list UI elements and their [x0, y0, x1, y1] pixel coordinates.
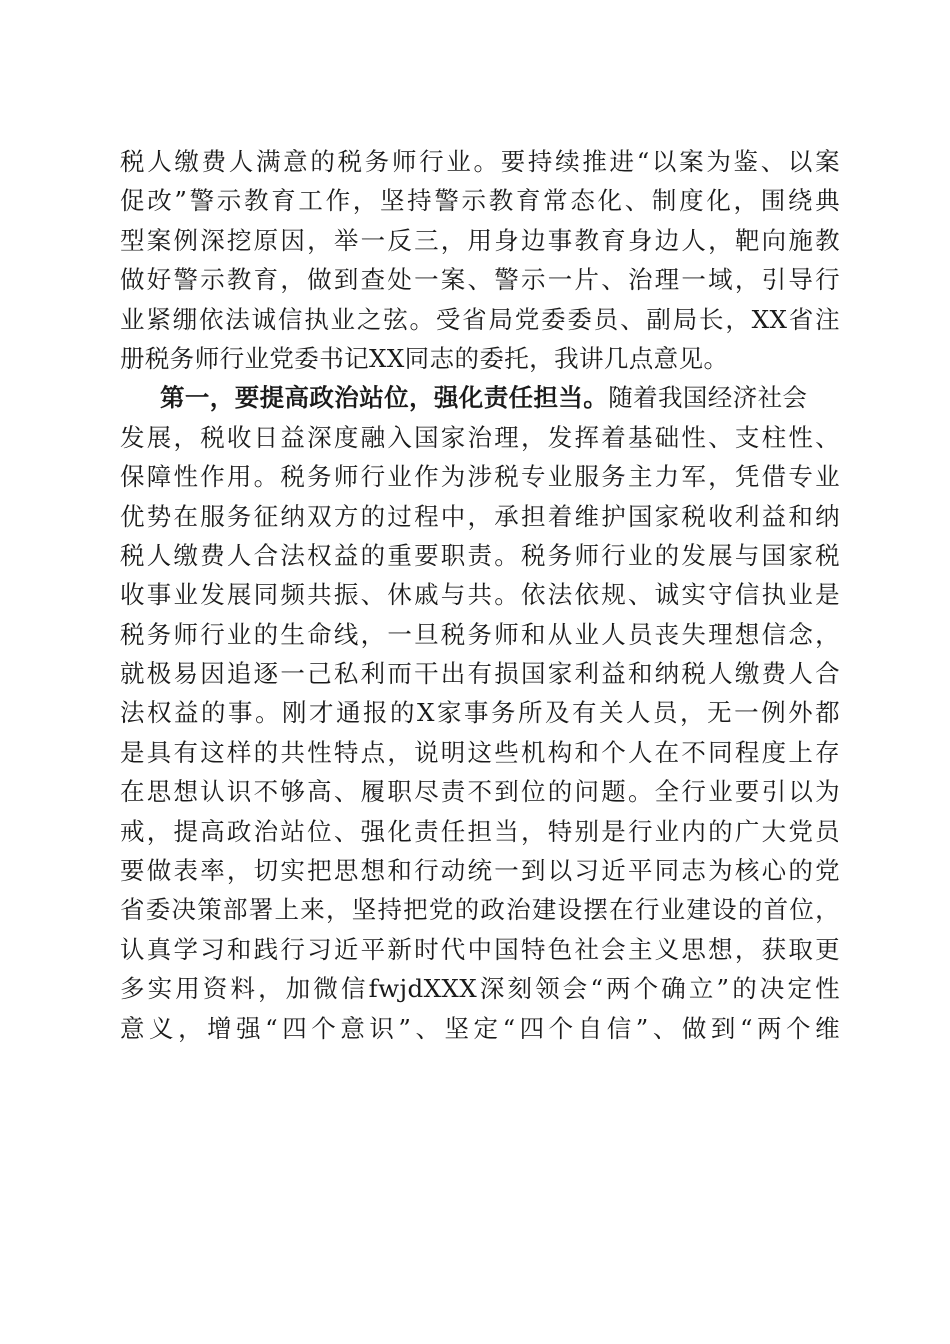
text-line: 优势在服务征纳双方的过程中，承担着维护国家税收利益和纳 [120, 501, 840, 531]
text-line: 法权益的事。刚才通报的X家事务所及有关人员，无一例外都 [120, 698, 840, 728]
text-line: 型案例深挖原因，举一反三，用身边事教育身边人，靶向施教 [120, 225, 840, 255]
text-line: 发展，税收日益深度融入国家治理，发挥着基础性、支柱性、 [120, 422, 840, 452]
text-line: 是具有这样的共性特点，说明这些机构和个人在不同程度上存 [120, 737, 840, 767]
text-line: 册税务师行业党委书记XX同志的委托，我讲几点意见。 [120, 343, 729, 373]
text-line: 就极易因追逐一己私利而干出有损国家利益和纳税人缴费人合 [120, 659, 840, 689]
text-line-rest: 随着我国经济社会 [608, 383, 808, 413]
text-line: 税人缴费人满意的税务师行业。要持续推进“以案为鉴、以案 [120, 147, 840, 176]
text-line: 收事业发展同频共振、休戚与共。依法依规、诚实守信执业是 [120, 580, 840, 610]
text-line: 业紧绷依法诚信执业之弦。受省局党委委员、副局长，XX省注 [120, 304, 840, 334]
text-line: 省委决策部署上来，坚持把党的政治建设摆在行业建设的首位， [120, 895, 840, 925]
text-line: 戒，提高政治站位、强化责任担当，特别是行业内的广大党员 [120, 816, 840, 846]
text-line: 保障性作用。税务师行业作为涉税专业服务主力军，凭借专业 [120, 462, 840, 492]
text-line: 做好警示教育，做到查处一案、警示一片、治理一域，引导行 [120, 265, 840, 295]
text-line: 税务师行业的生命线，一旦税务师和从业人员丧失理想信念， [120, 619, 840, 649]
text-line: 在思想认识不够高、履职尽责不到位的问题。全行业要引以为 [120, 777, 840, 807]
text-line: 意义，增强“四个意识”、坚定“四个自信”、做到“两个维 [120, 1013, 840, 1043]
text-line: 税人缴费人合法权益的重要职责。税务师行业的发展与国家税 [120, 540, 840, 570]
text-line: 多实用资料，加微信fwjdXXX深刻领会“两个确立”的决定性 [120, 974, 840, 1004]
text-line-first [120, 378, 840, 417]
text-line: 认真学习和践行习近平新时代中国特色社会主义思想，获取更 [120, 934, 840, 964]
paragraph-1 [120, 142, 840, 378]
text-line: 促改”警示教育工作，坚持警示教育常态化、制度化，围绕典 [120, 186, 840, 216]
section-heading: 第一，要提高政治站位，强化责任担当。 [160, 383, 609, 413]
text-line: 要做表率，切实把思想和行动统一到以习近平同志为核心的党 [120, 856, 840, 886]
paragraph-2 [120, 378, 840, 1048]
document-body [120, 142, 840, 1048]
